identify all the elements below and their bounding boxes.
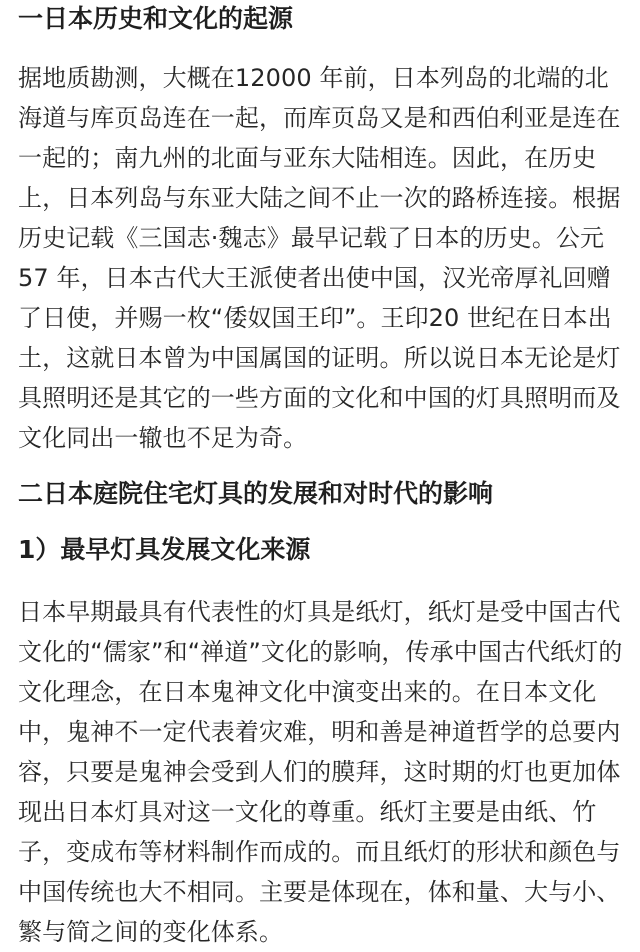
section-heading-origin: 一日本历史和文化的起源	[18, 4, 294, 33]
text-line: 现出日本灯具对这一文化的尊重。纸灯主要是由纸、竹	[18, 798, 597, 826]
text-line: 土，这就日本曾为中国属国的证明。所以说日本无论是灯	[18, 344, 621, 372]
paragraph-origin	[18, 58, 622, 458]
text-line: 日本早期最具有代表性的灯具是纸灯，纸灯是受中国古代	[18, 598, 621, 626]
text-line: 文化的“儒家”和“禅道”文化的影响，传承中国古代纸灯的	[18, 638, 623, 666]
text-line: 一起的；南九州的北面与亚东大陆相连。因此，在历史	[18, 144, 597, 172]
text-line: 具照明还是其它的一些方面的文化和中国的灯具照明而及	[18, 384, 621, 412]
text-line: 中国传统也大不相同。主要是体现在，体和量、大与小、	[18, 878, 621, 906]
text-line: 海道与库页岛连在一起，而库页岛又是和西伯利亚是连在	[18, 104, 621, 132]
text-line: 文化同出一辙也不足为奇。	[18, 424, 308, 452]
text-line: 了日使，并赐一枚“倭奴国王印”。王印20 世纪在日本出	[18, 304, 612, 332]
subsection-heading-earliest-lamps: 1）最早灯具发展文化来源	[18, 535, 311, 564]
text-line: 上，日本列岛与东亚大陆之间不止一次的路桥连接。根据	[18, 184, 621, 212]
text-line: 57 年，日本古代大王派使者出使中国，汉光帝厚礼回赠	[18, 264, 611, 292]
text-line: 繁与简之间的变化体系。	[18, 918, 284, 946]
text-line: 历史记载《三国志·魏志》最早记载了日本的历史。公元	[18, 224, 605, 252]
text-line: 中，鬼神不一定代表着灾难，明和善是神道哲学的总要内	[18, 718, 621, 746]
text-line: 文化理念，在日本鬼神文化中演变出来的。在日本文化	[18, 678, 597, 706]
text-line: 据地质勘测，大概在12000 年前，日本列岛的北端的北	[18, 64, 609, 92]
paragraph-paper-lamps	[18, 592, 622, 952]
text-line: 子，变成布等材料制作而成的。而且纸灯的形状和颜色与	[18, 838, 621, 866]
section-heading-lighting-development: 二日本庭院住宅灯具的发展和对时代的影响	[18, 479, 494, 508]
text-line: 容，只要是鬼神会受到人们的膜拜，这时期的灯也更加体	[18, 758, 621, 786]
